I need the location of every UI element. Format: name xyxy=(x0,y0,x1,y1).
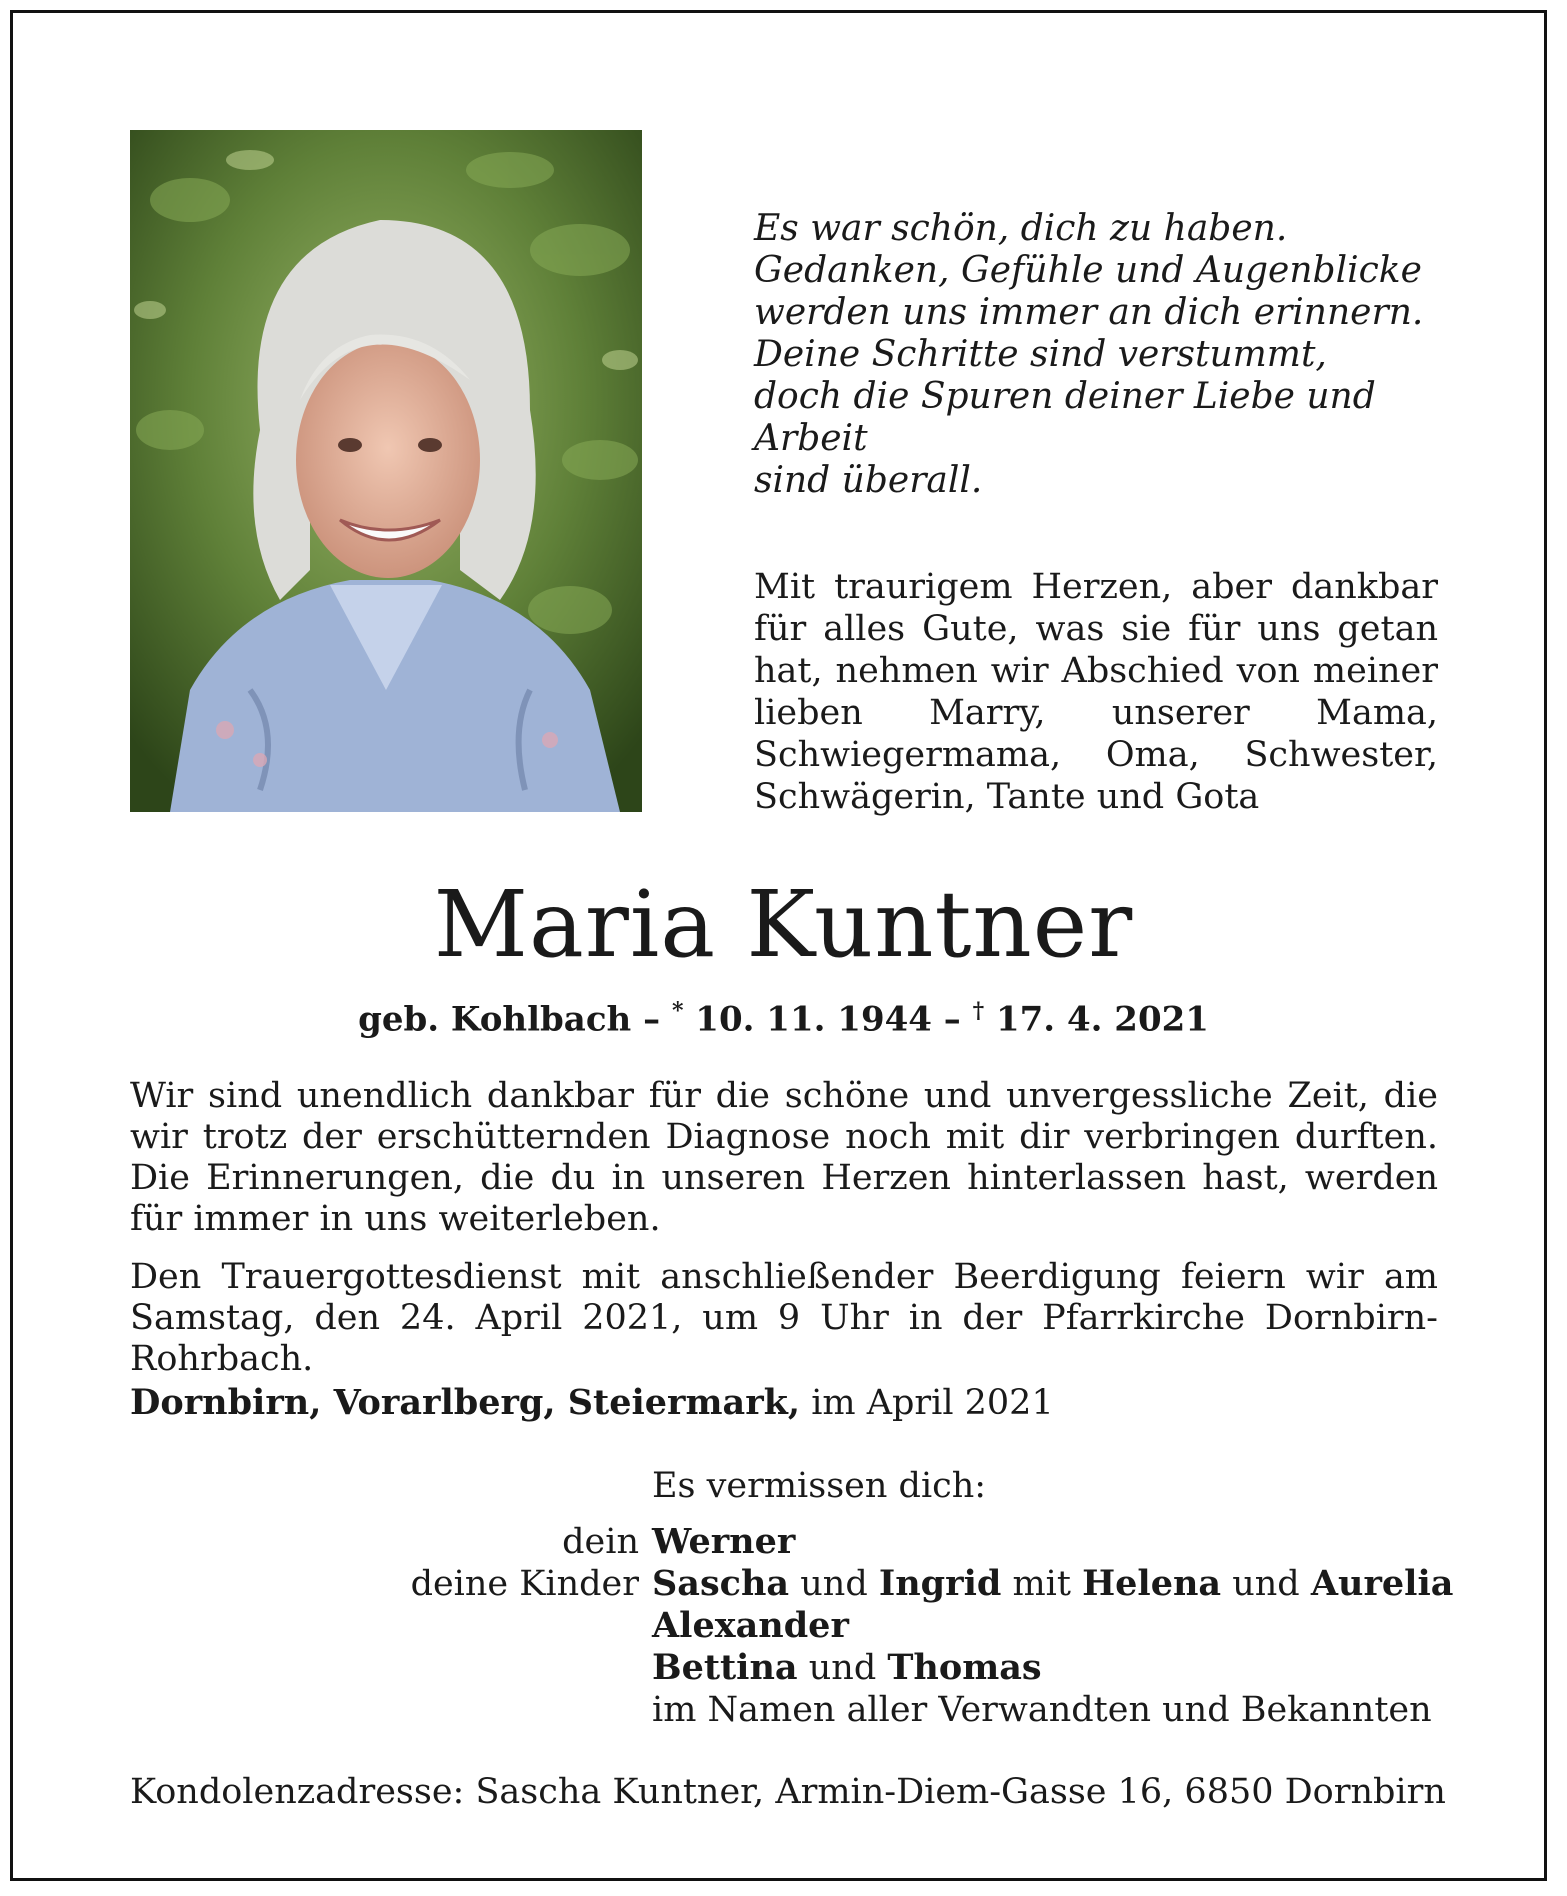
mourner-names xyxy=(652,1605,849,1647)
mourners-list xyxy=(0,1521,1567,1731)
mourner-name: Bettina xyxy=(652,1647,798,1688)
mourner-names xyxy=(652,1647,1042,1689)
relation-label: dein xyxy=(562,1522,639,1562)
mourner-name: Thomas xyxy=(887,1647,1042,1688)
mourner-row-relatives xyxy=(0,1689,1567,1731)
mourner-row xyxy=(0,1605,1567,1647)
mourner-name: Aurelia xyxy=(1310,1563,1454,1604)
mourner-names xyxy=(652,1563,1453,1605)
mourner-row-husband xyxy=(0,1521,1567,1563)
place-names: Dornbirn, Vorarlberg, Steiermark, xyxy=(130,1382,801,1423)
memorial-poem: Es war schön, dich zu haben. Gedanken, Gefühle und Augenblicke werden uns immer an dich erinnern. Deine Schritte sind verstummt, doch die Spuren deiner Liebe und Arbeit sind überall. xyxy=(754,208,1424,501)
death-cross: † xyxy=(972,998,985,1024)
dash-1: – xyxy=(631,999,672,1040)
relatives-line: im Namen aller Verwandten und Bekannten xyxy=(652,1690,1432,1730)
gratitude-paragraph: Wir sind unendlich dankbar für die schöne und unvergessliche Zeit, die wir trotz der erschütternden Diagnose noch mit dir verbringen durften. Die Erinnerungen, die du in unseren Herzen hinterlassen hast, werden für immer in uns weiterleben. xyxy=(130,1076,1438,1239)
mourner-row xyxy=(0,1647,1567,1689)
mourner-name: Werner xyxy=(652,1521,796,1562)
place-date: im April 2021 xyxy=(800,1383,1054,1423)
connector: und xyxy=(1221,1564,1311,1604)
birth-star: * xyxy=(671,998,684,1024)
portrait-photo xyxy=(130,130,642,812)
birth-name: geb. Kohlbach xyxy=(358,999,632,1040)
service-paragraph: Den Trauergottesdienst mit anschließender Beerdigung feiern wir am Samstag, den 24. April 2021, um 9 Uhr in der Pfarrkirche Dornbirn-Rohrbach. xyxy=(130,1257,1438,1379)
relation-label: deine Kinder xyxy=(410,1564,639,1604)
mourner-name: Helena xyxy=(1082,1563,1222,1604)
place-and-date xyxy=(130,1382,1054,1424)
mourners-heading: Es vermissen dich: xyxy=(652,1466,987,1506)
condolence-address: Kondolenzadresse: Sascha Kuntner, Armin-Diem-Gasse 16, 6850 Dornbirn xyxy=(130,1772,1446,1812)
connector: und xyxy=(789,1564,879,1604)
dash-2: – xyxy=(931,999,973,1040)
farewell-intro: Mit traurigem Herzen, aber dankbar für alles Gute, was sie für uns getan hat, nehmen wir Abschied von meiner lieben Marry, unserer Mama, Schwiegermama, Oma, Schwester, Schwägerin, Tante und Gota xyxy=(754,567,1438,817)
connector: und xyxy=(797,1648,888,1688)
mourner-names xyxy=(652,1521,795,1563)
birth-date: 10. 11. 1944 xyxy=(683,999,932,1040)
mourner-row-children xyxy=(0,1563,1567,1605)
mourner-name: Sascha xyxy=(652,1563,790,1604)
life-dates xyxy=(0,990,1567,1040)
death-date: 17. 4. 2021 xyxy=(984,999,1209,1040)
connector: mit xyxy=(1001,1564,1083,1604)
mourner-name: Ingrid xyxy=(878,1563,1002,1604)
mourner-name: Alexander xyxy=(652,1605,849,1646)
deceased-name: Maria Kuntner xyxy=(433,871,1134,978)
